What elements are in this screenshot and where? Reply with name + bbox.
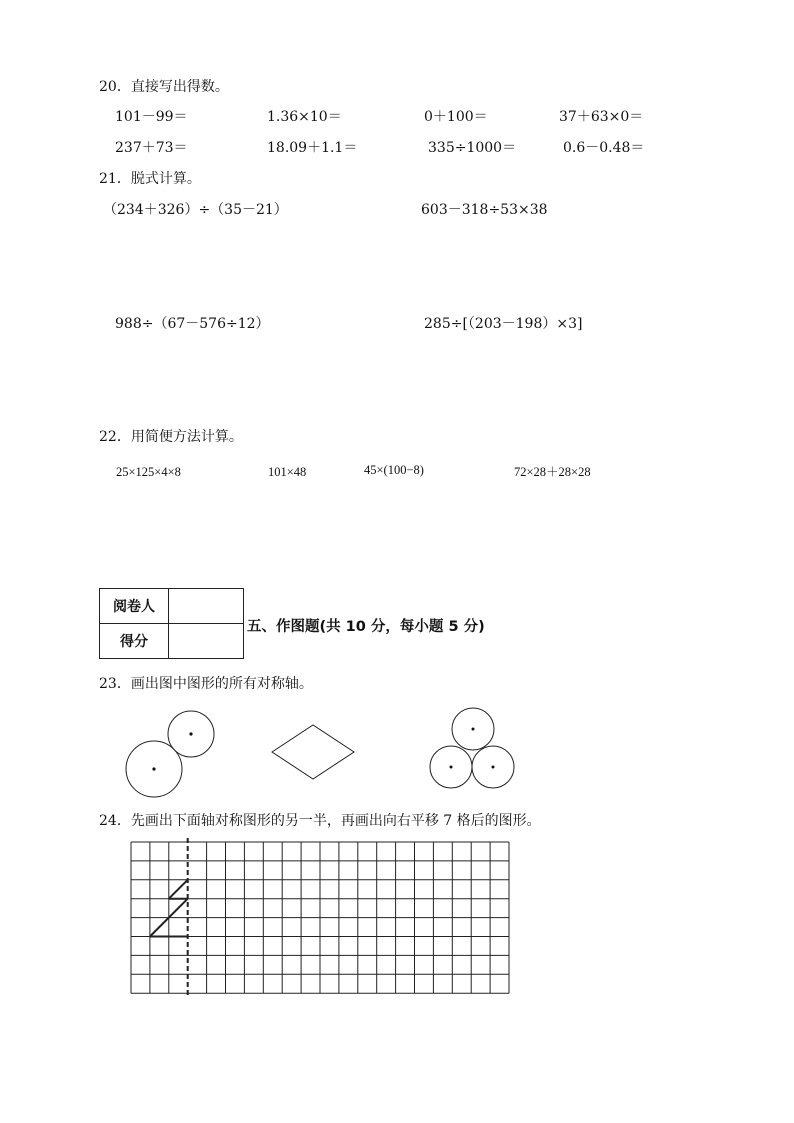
q21-expr-1: （234＋326）÷（35－21） — [103, 202, 288, 218]
q21-expr-3: 988÷（67－576÷12） — [115, 316, 270, 332]
q23-title: 23．画出图中图形的所有对称轴。 — [99, 676, 313, 692]
q22-expr-2: 101×48 — [268, 465, 307, 479]
q22-expr-1: 25×125×4×8 — [116, 465, 181, 479]
q22-title: 22．用简便方法计算。 — [99, 429, 243, 445]
section-5-title: 五、作图题(共 10 分，每小题 5 分) — [247, 619, 485, 635]
q20-expr-8: 0.6－0.48＝ — [563, 140, 645, 156]
q24-title: 24．先画出下面轴对称图形的另一半，再画出向右平移 7 格后的图形。 — [99, 813, 541, 829]
q20-expr-6: 18.09＋1.1＝ — [267, 140, 358, 156]
score-label: 得分 — [100, 624, 169, 659]
reviewer-label: 阅卷人 — [100, 589, 169, 624]
q20-expr-2: 1.36×10＝ — [267, 109, 342, 125]
q20-expr-7: 335÷1000＝ — [428, 140, 517, 156]
q21-expr-4: 285÷[（203－198）×3] — [424, 316, 583, 332]
q22-expr-4: 72×28＋28×28 — [514, 465, 591, 479]
q20-title: 20．直接写出得数。 — [99, 79, 229, 95]
figure-diagonal-upper — [169, 880, 188, 899]
q20-expr-5: 237＋73＝ — [115, 140, 188, 156]
q22-expr-3: 45×(100−8) — [364, 463, 424, 477]
q21-title: 21．脱式计算。 — [99, 171, 201, 187]
q20-expr-1: 101－99＝ — [115, 109, 188, 125]
q20-expr-3: 0＋100＝ — [424, 109, 488, 125]
q20-expr-4: 37＋63×0＝ — [559, 109, 644, 125]
q21-expr-2: 603－318÷53×38 — [421, 202, 548, 218]
